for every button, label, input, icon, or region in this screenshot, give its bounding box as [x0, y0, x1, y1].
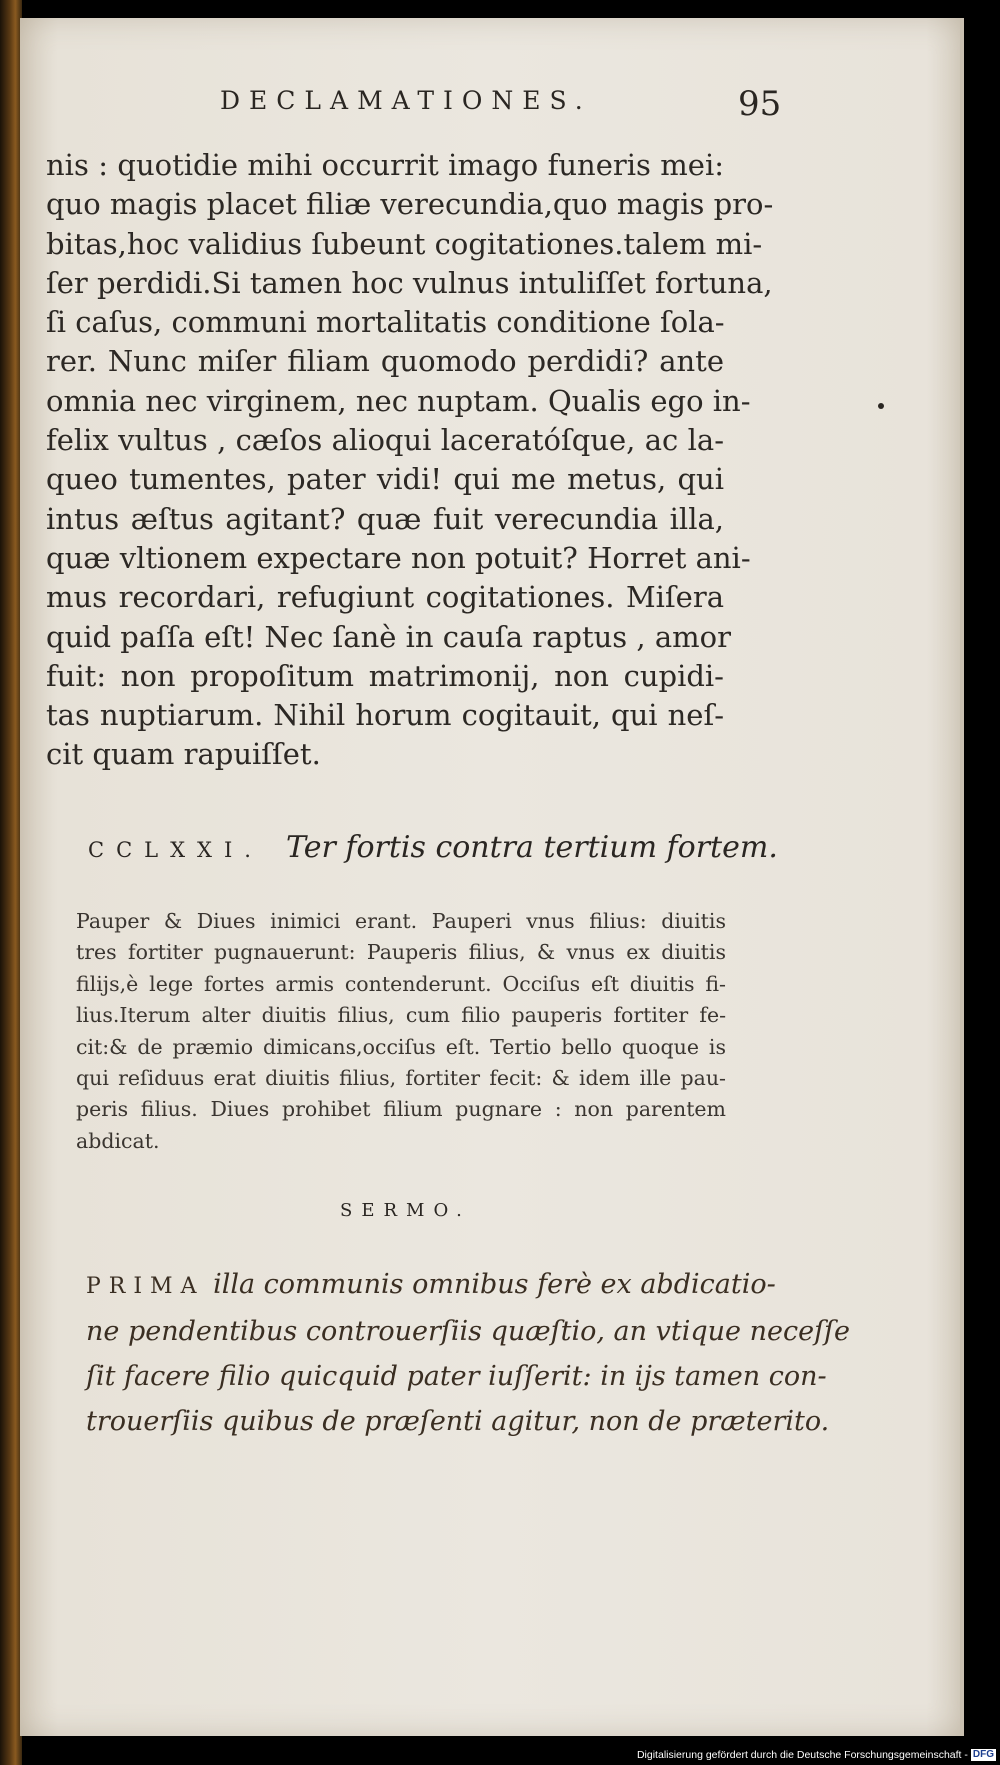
body-line: quid paſſa eſt! Nec ſanè in cauſa raptus , amor	[46, 619, 731, 654]
body-line: quæ vltionem expectare non potuit? Horret ani-	[46, 540, 751, 575]
sermo-line: ſit facere filio quicquid pater iuſſerit: in ijs tamen con-	[86, 1361, 827, 1392]
book-page	[20, 18, 964, 1736]
sermo-text	[86, 1262, 851, 1444]
body-line: intus æſtus agitant? quæ fuit verecundia illa,	[46, 501, 724, 536]
body-line: rer. Nunc miſer filiam quomodo perdidi? ante	[46, 344, 724, 379]
argument-line: filijs,è lege fortes armis contenderunt. Occiſus eſt diuitis fi-	[76, 971, 726, 996]
running-head: DECLAMATIONES.	[220, 86, 592, 115]
body-line: bitas,hoc validius ſubeunt cogitationes.talem mi-	[46, 226, 763, 261]
argument-line: Pauper & Diues inimici erant. Pauperi vnus filius: diuitis	[76, 909, 726, 933]
dfg-logo: DFG	[972, 1749, 994, 1760]
body-line: fuit: non propoſitum matrimonij, non cupidi-	[46, 658, 724, 693]
body-text	[46, 146, 774, 775]
body-line: ſi caſus, communi mortalitatis conditione ſola-	[46, 305, 725, 340]
credit-text: Digitalisierung gefördert durch die Deutsche Forschungsgemeinschaft -	[636, 1749, 968, 1761]
section-heading	[88, 830, 778, 865]
argument-line: lius.Iterum alter diuitis filius, cum filio pauperis fortiter fe-	[76, 1003, 726, 1028]
body-line: tas nuptiarum. Nihil horum cogitauit, qui neſ-	[46, 698, 724, 733]
body-line: nis : quotidie mihi occurrit imago funeris mei:	[46, 148, 724, 182]
page-number: 95	[738, 84, 782, 124]
sermo-line: trouerſiis quibus de præſenti agitur, non de præterito.	[86, 1406, 830, 1437]
argument-line: tres fortiter pugnauerunt: Pauperis filius, & vnus ex diuitis	[76, 940, 726, 965]
digitization-credit	[637, 1749, 996, 1761]
body-line: omnia nec virginem, nec nuptam. Qualis ego in-	[46, 383, 751, 418]
book-spine	[0, 0, 22, 1765]
argument-line: abdicat.	[76, 1128, 160, 1153]
section-number: CCLXXI.	[88, 838, 263, 862]
argument-line: qui reſiduus erat diuitis filius, fortiter fecit: & idem ille pau-	[76, 1066, 726, 1091]
argument-text	[76, 906, 726, 1157]
sermo-line: ne pendentibus controuerſiis quæſtio, an vtique neceſſe	[86, 1316, 851, 1347]
argument-line: cit:& de præmio dimicans,occiſus eſt. Tertio bello quoque is	[76, 1034, 726, 1059]
body-line: quo magis placet filiæ verecundia,quo magis pro-	[46, 187, 774, 222]
body-line: ſer perdidi.Si tamen hoc vulnus intuliſſet fortuna,	[46, 265, 773, 300]
sermo-line-text: illa communis omnibus ferè ex abdicatio-	[213, 1269, 776, 1300]
sermo-lead-word: PRIMA	[86, 1274, 205, 1299]
argument-line: peris filius. Diues prohibet filium pugnare : non parentem	[76, 1097, 726, 1122]
section-title: Ter fortis contra tertium fortem.	[286, 830, 778, 865]
body-line: mus recordari, refugiunt cogitationes. Miſera	[46, 580, 724, 615]
page-edge	[960, 18, 964, 1736]
sermo-line	[86, 1262, 776, 1309]
body-line: felix vultus , cæſos alioqui laceratóſque, ac la-	[46, 423, 724, 458]
body-line: queo tumentes, pater vidi! qui me metus, qui	[46, 462, 724, 497]
sermo-heading: SERMO.	[340, 1200, 471, 1221]
ink-speck	[878, 403, 884, 409]
body-line: cit quam rapuiſſet.	[46, 737, 321, 772]
